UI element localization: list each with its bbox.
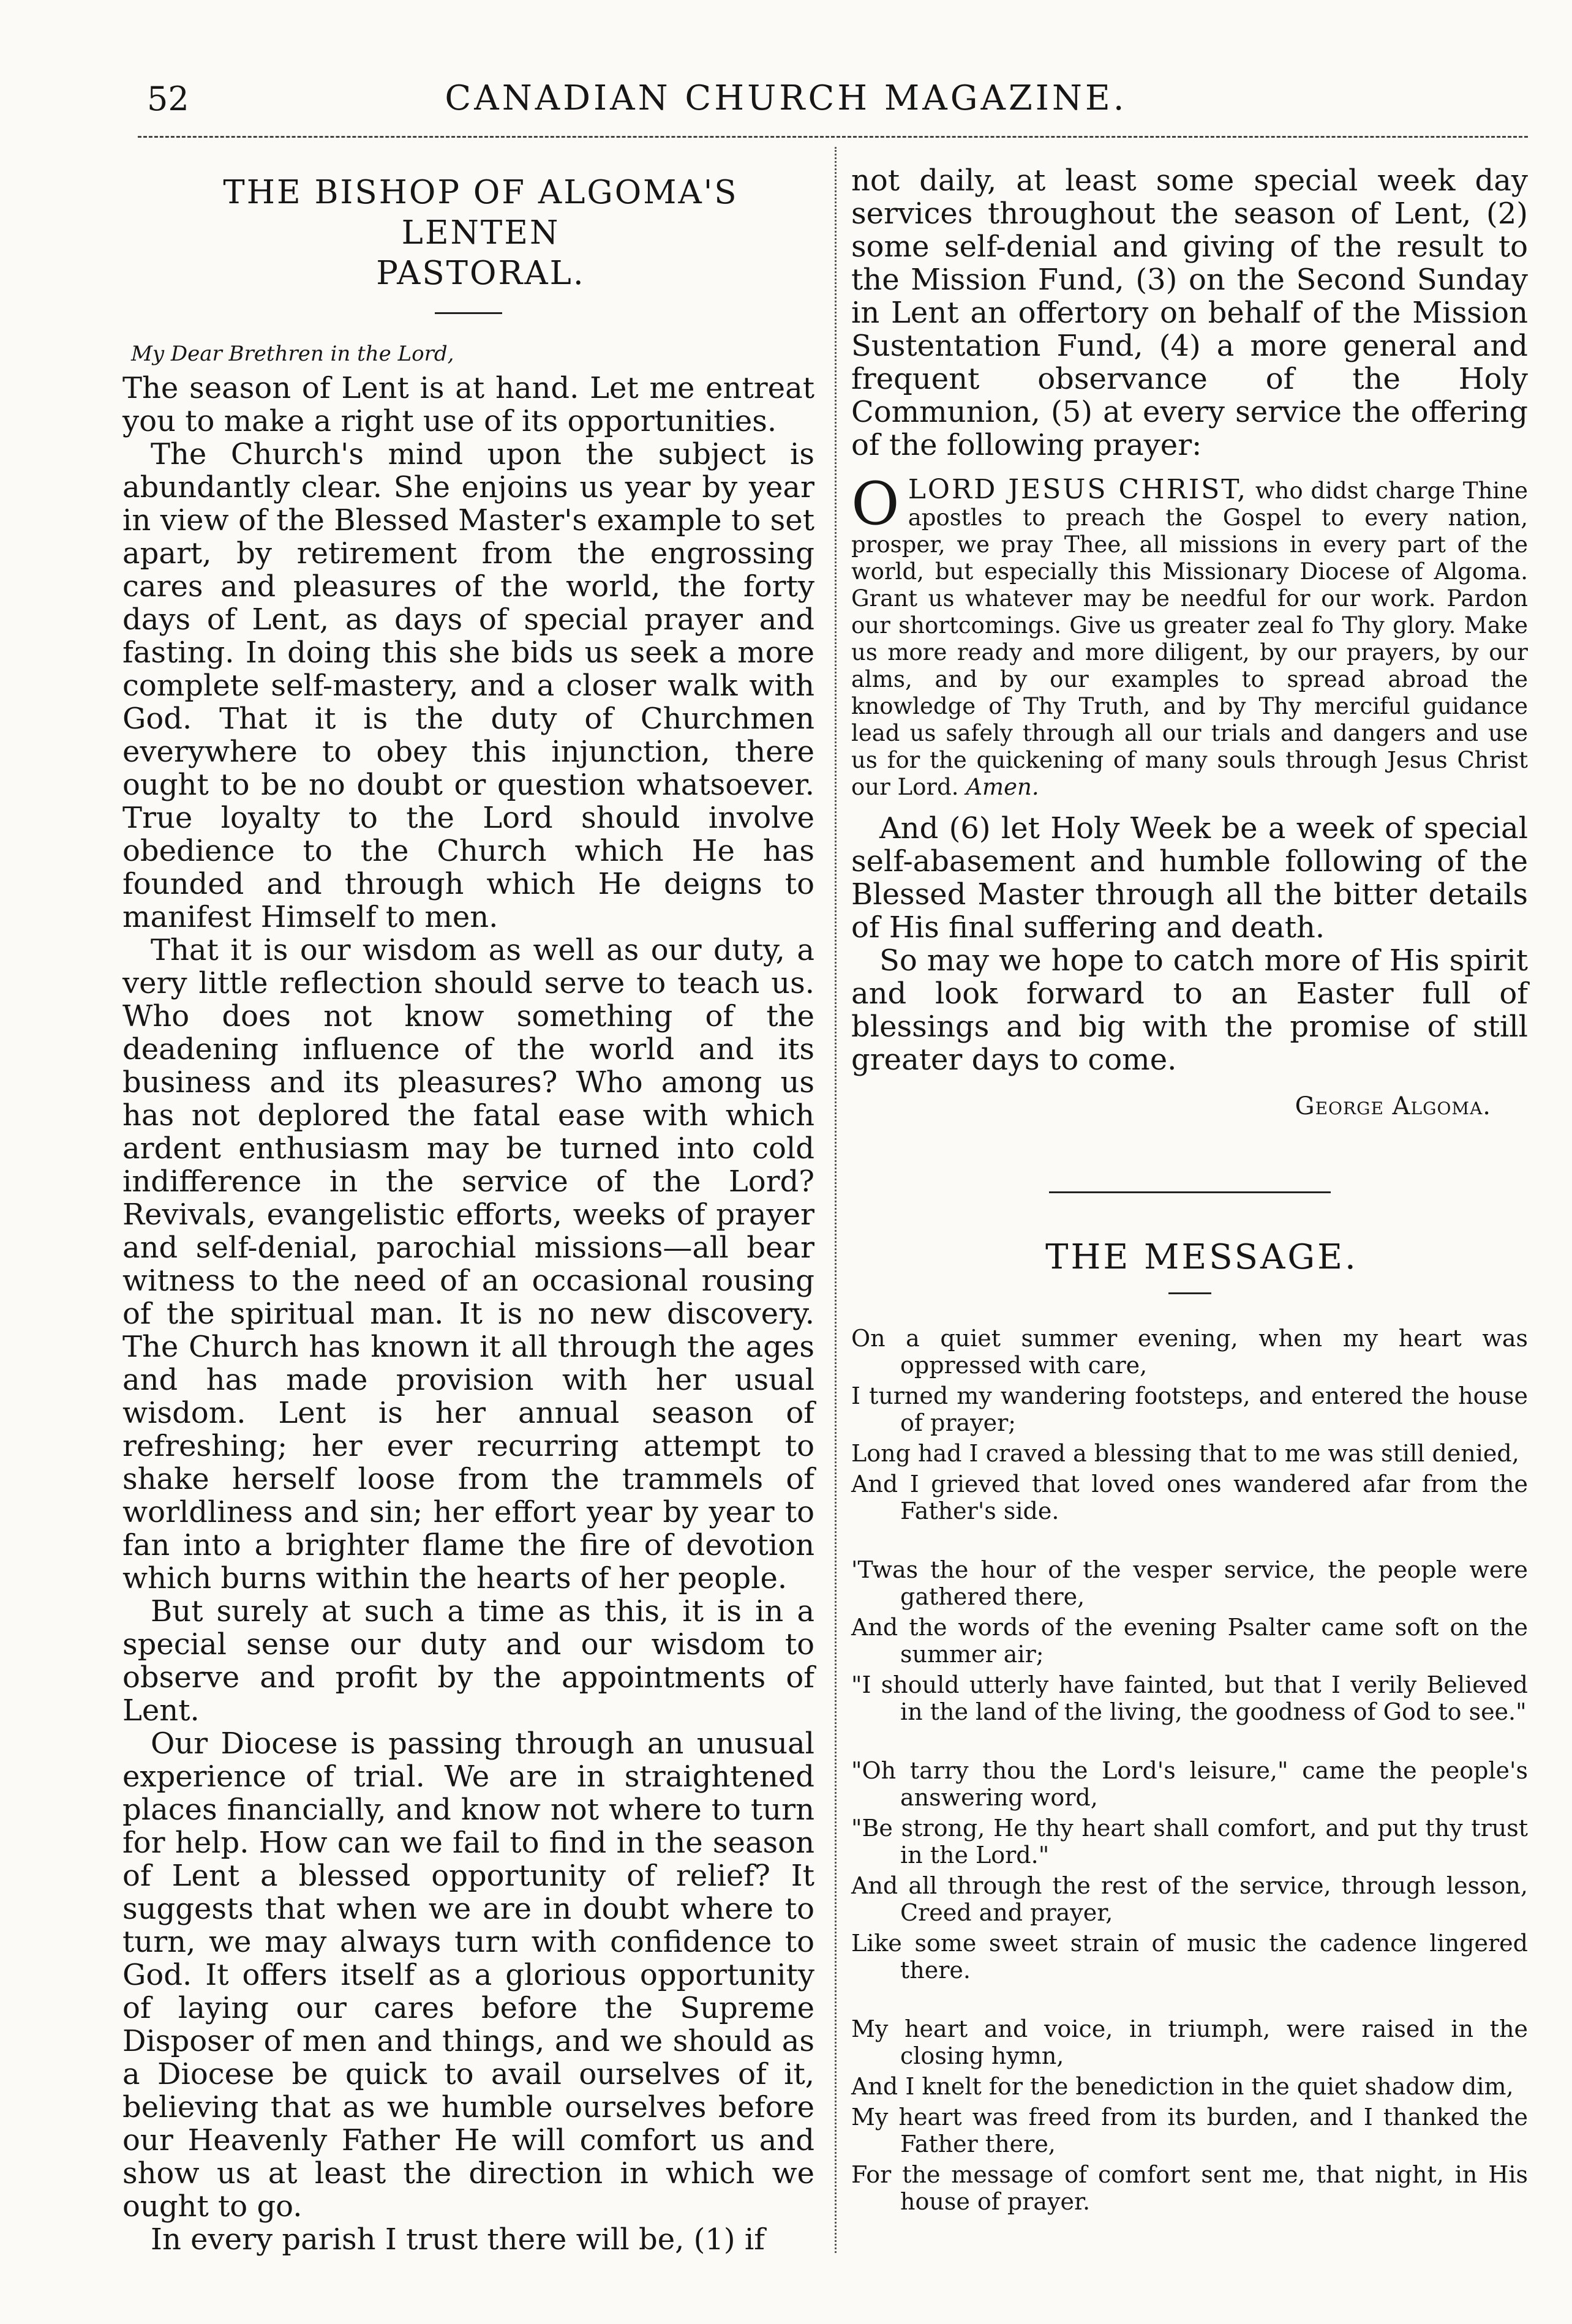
article-title-line-2: PASTORAL. xyxy=(376,255,585,292)
running-title: CANADIAN CHURCH MAGAZINE. xyxy=(445,78,1127,118)
poem-title: THE MESSAGE. xyxy=(1045,1237,1358,1277)
paragraph: But surely at such a time as this, it is in a special sense our duty and our wisdom to observe and profit by the appointments of Lent. xyxy=(122,1594,814,1728)
section-rule xyxy=(1049,1191,1331,1193)
verse-line: Long had I craved a blessing that to me was still denied, xyxy=(851,1440,1519,1467)
title-rule xyxy=(435,312,502,314)
verse-line: My heart and voice, in triumph, were raised in the closing hymn, xyxy=(851,2015,1528,2069)
verse-line: "Be strong, He thy heart shall comfort, and put thy trust in the Lord." xyxy=(851,1815,1528,1869)
article-title-line-1: THE BISHOP OF ALGOMA'S LENTEN xyxy=(223,174,739,252)
verse-line: Like some sweet strain of music the cadence lingered there. xyxy=(851,1930,1528,1984)
verse-line: I turned my wandering footsteps, and entered the house of prayer; xyxy=(851,1382,1528,1436)
column-divider xyxy=(835,147,837,2253)
verse-line: My heart was freed from its burden, and I thanked the Father there, xyxy=(851,2104,1528,2157)
verse-line: And the words of the evening Psalter came soft on the summer air; xyxy=(851,1614,1528,1668)
paragraph: In every parish I trust there will be, (1) if xyxy=(151,2222,765,2257)
prayer-block xyxy=(851,470,1528,801)
salutation: My Dear Brethren in the Lord, xyxy=(131,342,454,366)
poem-stanza xyxy=(851,1325,1528,1524)
poem-stanza xyxy=(851,2015,1528,2215)
right-column xyxy=(851,164,1528,2247)
prayer-amen: Amen. xyxy=(966,774,1039,800)
paragraph: The season of Lent is at hand. Let me entreat you to make a right use of its opportunities. xyxy=(122,371,814,438)
drop-cap: O xyxy=(851,470,900,538)
continued-paragraph: not daily, at least some special week day services throughout the season of Lent, (2) some self-denial and giving of the result to the Mission Fund, (3) on the Second Sunday in Lent an offertory on behalf of the Mission Sustentation Fund, (4) a more general and frequent observance of the Holy Communion, (5) at every service the offering of the following prayer: xyxy=(851,163,1528,462)
header-rule xyxy=(138,136,1528,138)
prayer-opening: LORD JESUS CHRIST, xyxy=(908,474,1248,505)
paragraph: That it is our wisdom as well as our duty, a very little reflection should serve to teach us. Who does not know something of the deadening influence of the world and its business and its pleasures? Who among us has not deplored the fatal ease with which ardent enthusiasm may be turned into cold indifference in the service of the Lord? Revivals, evangelistic efforts, weeks of prayer and self-denial, parochial missions—all bear witness to the need of an occasional rousing of the spiritual man. It is no new discovery. The Church has known it all through the ages and has made provision with her usual wisdom. Lent is her annual season of refreshing; her ever recurring attempt to shake herself loose from the trammels of worldliness and sin; her effort year by year to fan into a brighter flame the fire of devotion which burns within the hearts of her people. xyxy=(122,933,814,1595)
verse-line: And I knelt for the benediction in the quiet shadow dim, xyxy=(851,2073,1514,2100)
poem-stanza xyxy=(851,1556,1528,1725)
verse-line: 'Twas the hour of the vesper service, the people were gathered there, xyxy=(851,1556,1528,1610)
page-number: 52 xyxy=(147,80,189,118)
verse-line: "Oh tarry thou the Lord's leisure," came the people's answering word, xyxy=(851,1757,1528,1811)
signature: George Algoma. xyxy=(1295,1092,1491,1120)
verse-line: And all through the rest of the service, through lesson, Creed and prayer, xyxy=(851,1872,1528,1926)
paragraph: Our Diocese is passing through an unusual experience of trial. We are in straightened places financially, and know not where to turn for help. How can we fail to find in the season of Lent a blessed opportunity of relief? It suggests that when we are in doubt where to turn, we may always turn with confidence to God. It offers itself as a glorious opportunity of laying our cares before the Supreme Disposer of men and things, and we should as a Diocese be quick to avail ourselves of it, believing that as we humble ourselves before our Heavenly Father He will comfort us and show us at least the direction in which we ought to go. xyxy=(122,1726,814,2224)
prayer-text: who didst charge Thine apostles to preach the Gospel to every nation, prosper, we pray Thee, all missions in every part of the world, but especially this Missionary Diocese of Algoma. Grant us whatever may be needful for our work. Pardon our shortcomings. Give us greater zeal fo Thy glory. Make us more ready and more diligent, by our prayers, by our alms, and by our examples to spread abroad the knowledge of Thy Truth, and by Thy merciful guidance lead us safely through all our trials and dangers and use us for the quickening of many souls through Jesus Christ our Lord. xyxy=(851,478,1528,800)
paragraph: So may we hope to catch more of His spirit and look forward to an Easter full of blessings and big with the promise of still greater days to come. xyxy=(851,943,1528,1077)
verse-line: "I should utterly have fainted, but that I verily Believed in the land of the living, the goodness of God to see." xyxy=(851,1671,1528,1725)
poem-stanza xyxy=(851,1757,1528,1984)
left-column xyxy=(122,173,814,2256)
verse-line: And I grieved that loved ones wandered afar from the Father's side. xyxy=(851,1471,1528,1524)
paragraph: The Church's mind upon the subject is abundantly clear. She enjoins us year by year in view of the Blessed Master's example to set apart, by retirement from the engrossing cares and pleasures of the world, the forty days of Lent, as days of special prayer and fasting. In doing this she bids us seek a more complete self-mastery, and a closer walk with God. That it is the duty of Churchmen everywhere to obey this injunction, there ought to be no doubt or question whatsoever. True loyalty to the Lord should involve obedience to the Church which He has founded and through which He deigns to manifest Himself to men. xyxy=(122,437,814,934)
verse-line: On a quiet summer evening, when my heart was oppressed with care, xyxy=(851,1325,1528,1379)
paragraph: And (6) let Holy Week be a week of special self-abasement and humble following of the Blessed Master through all the bitter details of His final suffering and death. xyxy=(851,811,1528,945)
poem-title-rule xyxy=(1168,1292,1211,1294)
article-title xyxy=(122,173,814,294)
verse-line: For the message of comfort sent me, that night, in His house of prayer. xyxy=(851,2161,1528,2215)
